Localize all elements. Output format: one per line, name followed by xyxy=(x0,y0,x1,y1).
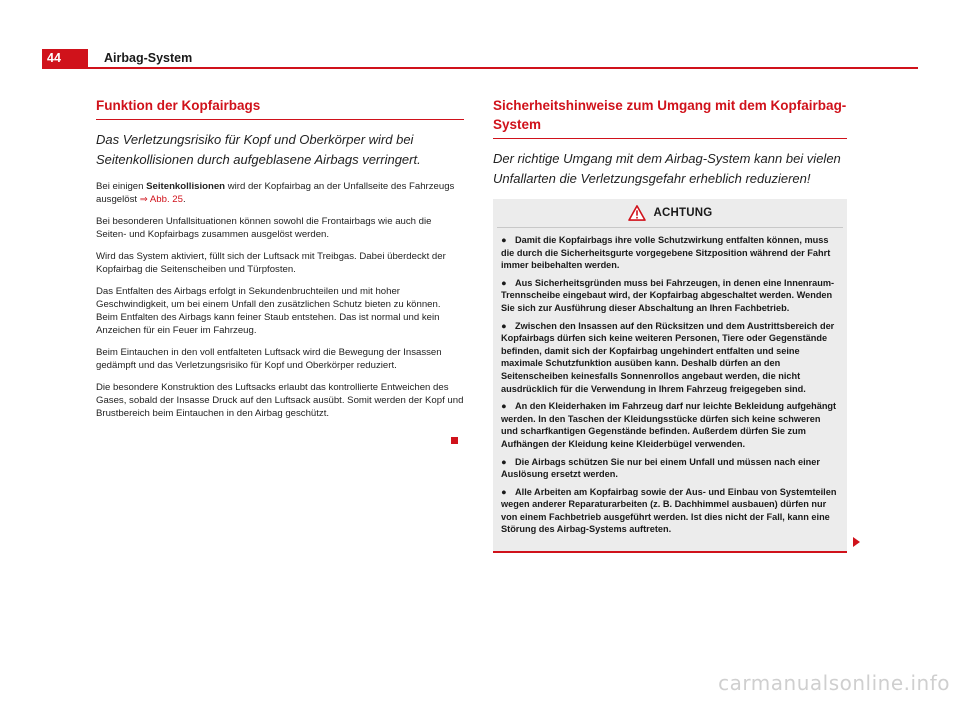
paragraph-3: Wird das System aktiviert, füllt sich der Luftsack mit Treibgas. Dabei überdeckt der Kopfairbag die Seitenscheiben und Türpfosten. xyxy=(96,251,446,275)
text-run: wird der Kopfairbag an der Unfallseite des Fahrzeugs ausgelöst xyxy=(96,181,455,205)
figure-reference-link[interactable]: ⇒ Abb. 25 xyxy=(139,194,183,205)
paragraph-4: Das Entfalten des Airbags erfolgt in Sekundenbruchteilen und mit hoher Geschwindigkeit, um bei einem Unfall den zusätzlichen Schutz bieten zu können. Beim Entfalten des Airbags kann feiner Staub entstehen. Das ist normal und kein Anzeichen für ein Feuer im Fahrzeug. xyxy=(96,286,441,336)
section-intro: Der richtige Umgang mit dem Airbag-System kann bei vielen Unfallarten die Verletzungsgefahr erheblich reduzieren! xyxy=(493,151,841,186)
section-heading-kopfairbags: Funktion der Kopfairbags xyxy=(96,96,464,120)
paragraph-1 xyxy=(96,180,464,206)
right-column xyxy=(493,96,847,553)
bullet-icon: ● xyxy=(501,456,507,467)
warning-item xyxy=(501,456,839,481)
warning-triangle-icon xyxy=(628,205,646,221)
warning-item-text: Zwischen den Insassen auf den Rücksitzen und dem Austrittsbereich der Kopfairbags dürfen sich keine weiteren Personen, Tiere oder Gegenstände befinden, damit sich der Kopfairbag ungehindert entfalten und seine maximale Schutzfunktion ausüben kann. Deshalb dürfen an den Seitenscheiben keinesfalls Sonnenrollos angebaut werden, die nicht ausdrücklich für die Verwendung in Ihrem Fahrzeug freigegeben sind. xyxy=(501,320,835,394)
warning-list xyxy=(501,234,839,536)
section-end-square-icon xyxy=(451,437,458,444)
warning-item-text: Alle Arbeiten am Kopfairbag sowie der Aus- und Einbau von Systemteilen wegen anderer Reparaturarbeiten (z. B. Dachhimmel ausbauen) dürfen nur von einem Fachbetrieb ausgeführt werden. Ist dies nicht der Fall, kann eine Störung des Airbag-Systems auftreten. xyxy=(501,486,837,535)
bullet-icon: ● xyxy=(501,277,507,288)
text-run: . xyxy=(182,194,186,205)
warning-box xyxy=(493,199,847,553)
warning-item xyxy=(501,234,839,272)
warning-header xyxy=(497,199,843,228)
page-number: 44 xyxy=(42,49,88,67)
warning-item xyxy=(501,277,839,315)
bullet-icon: ● xyxy=(501,401,507,412)
chapter-title: Airbag-System xyxy=(104,51,193,65)
text-run: Bei einigen xyxy=(96,181,147,192)
paragraph-6: Die besondere Konstruktion des Luftsacks erlaubt das kontrollierte Entweichen des Gases, sobald der Insasse Druck auf den Luftsack ausübt. Somit werden der Kopf und Brustbereich beim Eintauchen in den Airbag geschützt. xyxy=(96,382,464,419)
paragraph-5: Beim Eintauchen in den voll entfalteten Luftsack wird die Bewegung der Insassen gedämpft und das Verletzungsrisiko für Kopf und Oberkörper reduziert. xyxy=(96,347,442,371)
header-divider xyxy=(42,67,918,69)
warning-item xyxy=(501,486,839,536)
warning-item-text: Damit die Kopfairbags ihre volle Schutzwirkung entfalten können, muss die durch die Sicherheitsgurte vorgegebene Sitzposition während der Fahrt immer beibehalten werden. xyxy=(501,235,831,271)
section-intro: Das Verletzungsrisiko für Kopf und Oberkörper wird bei Seitenkollisionen durch aufgeblasene Airbags verringert. xyxy=(96,132,421,167)
warning-item xyxy=(501,320,839,396)
bullet-icon: ● xyxy=(501,320,507,331)
continue-arrow-icon xyxy=(853,537,860,547)
left-column xyxy=(96,96,464,429)
watermark: carmanualsonline.info xyxy=(718,671,950,695)
warning-item-text: Aus Sicherheitsgründen muss bei Fahrzeugen, in denen eine Innenraum-Trennscheibe eingebaut wird, der Kopfairbag abgeschaltet werden. Wenden Sie sich zur Ausführung dieser Abschaltung an Ihren Fachbetrieb. xyxy=(501,277,835,313)
bullet-icon: ● xyxy=(501,235,507,245)
paragraph-2: Bei besonderen Unfallsituationen können sowohl die Frontairbags wie auch die Seiten- und Kopfairbags zusammen ausgelöst werden. xyxy=(96,216,432,240)
section-heading-safety: Sicherheitshinweise zum Umgang mit dem Kopfairbag-System xyxy=(493,96,847,139)
warning-item-text: Die Airbags schützen Sie nur bei einem Unfall und müssen nach einer Auslösung ersetzt werden. xyxy=(501,456,820,480)
warning-item-text: An den Kleiderhaken im Fahrzeug darf nur leichte Bekleidung aufgehängt werden. In den Taschen der Kleidungsstücke dürfen sich keine schweren und scharfkantigen Gegenstände befinden. Außerdem dürfen Sie zum Aufhängen der Kleidung keine Kleiderbügel verwenden. xyxy=(501,401,837,449)
bold-term: Seitenkollisionen xyxy=(146,181,226,192)
warning-label: ACHTUNG xyxy=(653,207,713,219)
warning-item xyxy=(501,400,839,450)
bullet-icon: ● xyxy=(501,486,507,497)
